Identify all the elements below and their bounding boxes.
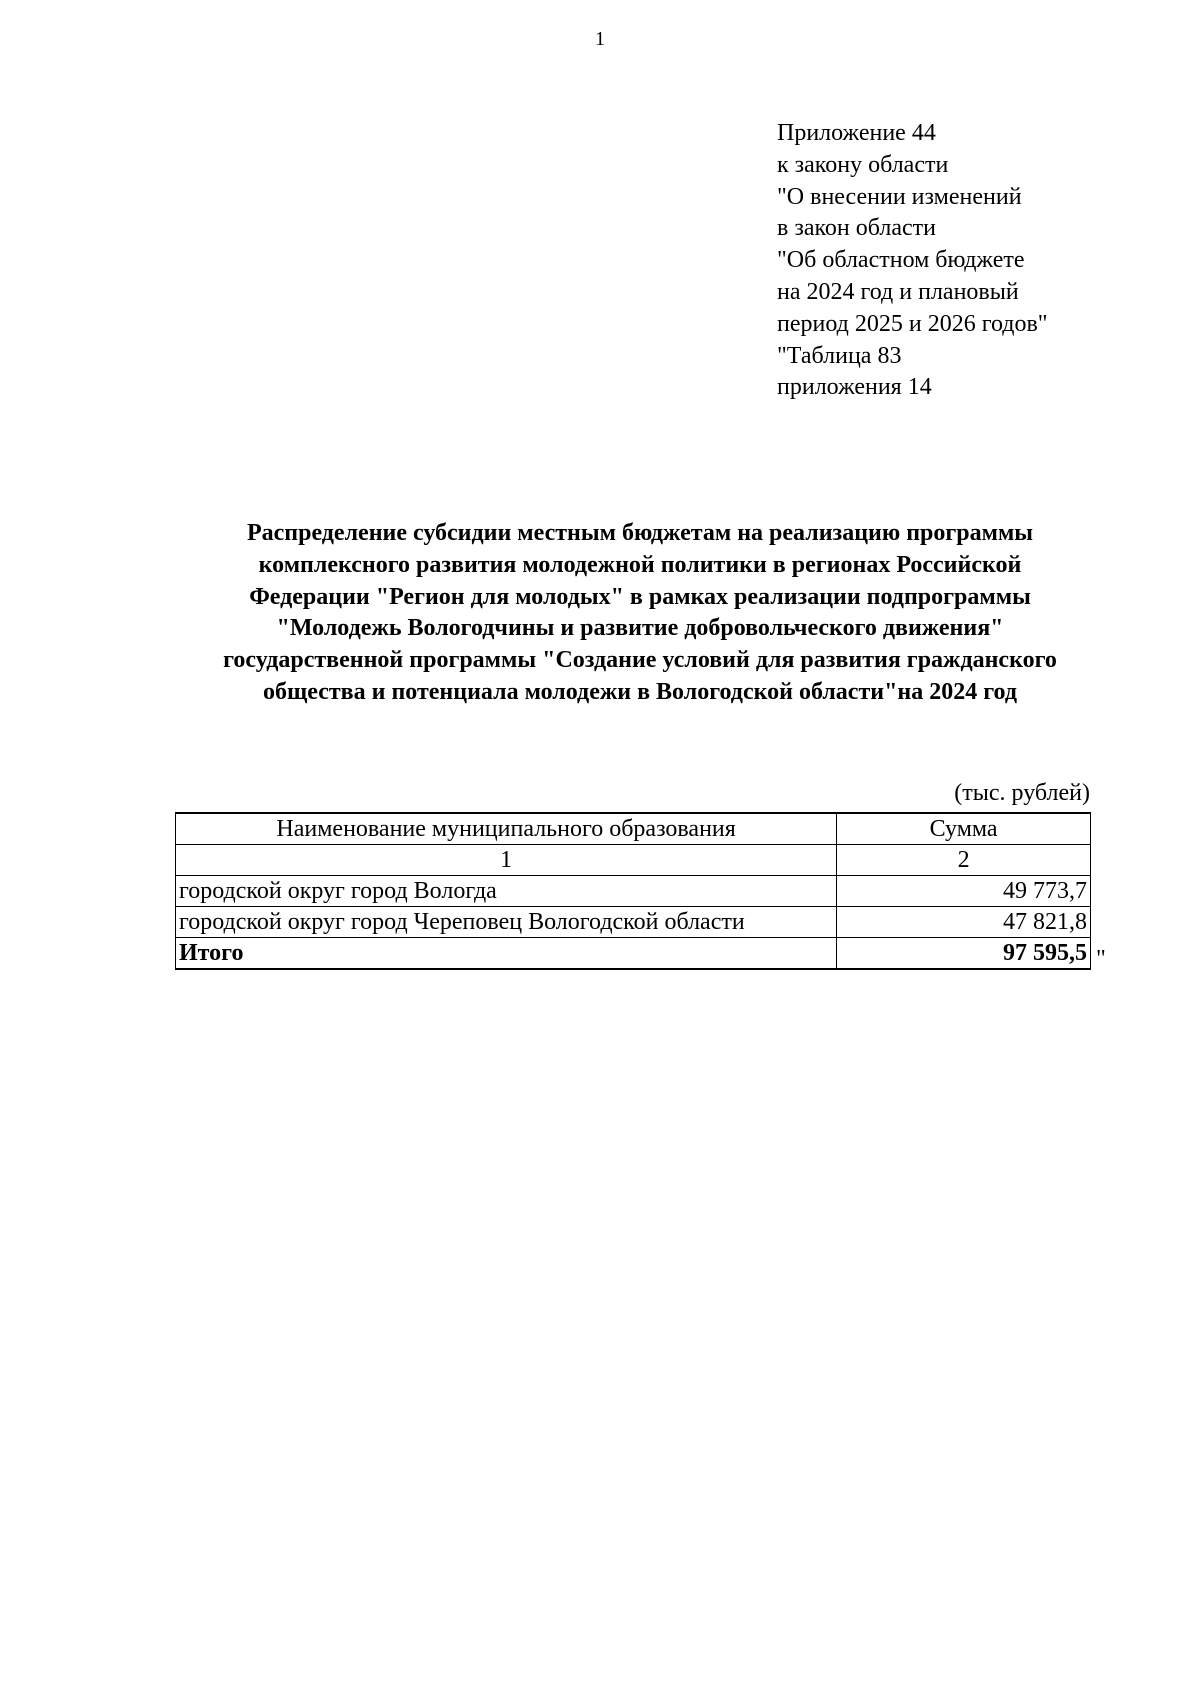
closing-quote: ": [1096, 946, 1106, 972]
distribution-table: [175, 812, 1091, 970]
title-line: Федерации "Регион для молодых" в рамках реализации подпрограммы: [249, 583, 1031, 610]
total-sum: 97 595,5: [837, 938, 1091, 970]
appendix-line: Приложение 44: [777, 120, 936, 146]
appendix-line: в закон области: [777, 215, 936, 242]
table-row: [176, 907, 1091, 938]
column-number: 2: [837, 845, 1091, 876]
title-line: государственной программы "Создание условий для развития гражданского: [223, 647, 1057, 674]
appendix-line: "Таблица 83: [777, 342, 902, 369]
title-line: "Молодежь Вологодчины и развитие добровольческого движения": [276, 615, 1004, 642]
table-row: [176, 876, 1091, 907]
appendix-reference: [777, 118, 1048, 404]
row-sum: 47 821,8: [837, 907, 1091, 938]
appendix-line: к закону области: [777, 151, 949, 178]
column-number: 1: [176, 845, 837, 876]
column-numbers-row: [176, 845, 1091, 876]
row-sum: 49 773,7: [837, 876, 1091, 907]
total-row: [176, 938, 1091, 970]
document-title: [130, 518, 1150, 709]
appendix-line: период 2025 и 2026 годов": [777, 310, 1048, 337]
units-label: (тыс. рублей): [954, 780, 1090, 806]
title-line: Распределение субсидии местным бюджетам на реализацию программы: [246, 520, 1034, 546]
appendix-line: на 2024 год и плановый: [777, 278, 1019, 305]
header-name: Наименование муниципального образования: [176, 813, 837, 845]
appendix-line: приложения 14: [777, 374, 932, 401]
appendix-line: "О внесении изменений: [777, 183, 1022, 210]
total-name: Итого: [176, 938, 837, 970]
table-header-row: [176, 813, 1091, 845]
appendix-line: "Об областном бюджете: [777, 247, 1025, 274]
title-line: комплексного развития молодежной политики в регионах Российской: [258, 551, 1022, 578]
header-sum: Сумма: [837, 813, 1091, 845]
page-number: 1: [595, 28, 605, 50]
title-line: общества и потенциала молодежи в Вологодской области"на 2024 год: [263, 678, 1017, 705]
row-name: городской округ город Вологда: [176, 876, 837, 907]
row-name: городской округ город Череповец Вологодской области: [176, 907, 837, 938]
